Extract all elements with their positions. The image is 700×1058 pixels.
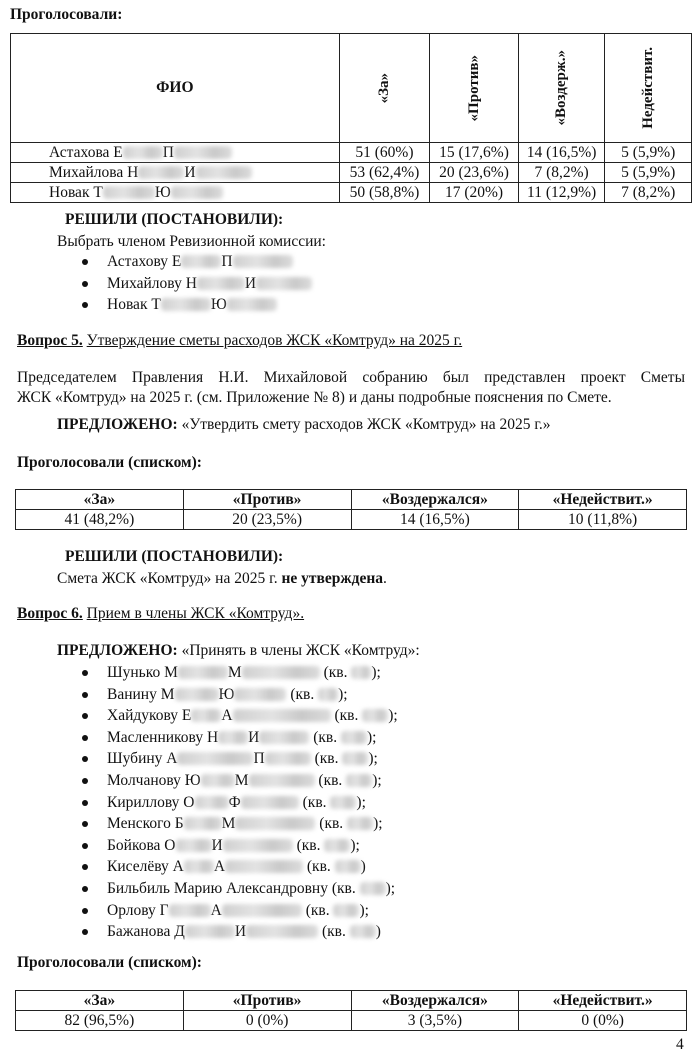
header-vozd: «Воздерж.» <box>518 34 605 143</box>
members-list <box>107 662 398 943</box>
table-row <box>11 143 692 163</box>
list-item: Шубину А П (кв. ); <box>107 748 398 770</box>
vote-value-vozd: 3 (3,5%) <box>351 1011 519 1031</box>
vote-value-ned: 0 (0%) <box>519 1011 687 1031</box>
vote-value-ned: 10 (11,8%) <box>519 510 687 530</box>
question5-resolved-text: Смета ЖСК «Комтруд» на 2025 г. не утверждена. <box>57 570 387 587</box>
question6-vote-table <box>15 990 687 1031</box>
vote-header-protiv: «Против» <box>183 991 351 1011</box>
cell-za: 51 (60%) <box>339 143 430 163</box>
cell-protiv: 15 (17,6%) <box>430 143 519 163</box>
list-item: Менского Б М (кв. ); <box>107 813 398 835</box>
list-item: Кириллову О Ф (кв. ); <box>107 792 398 814</box>
vote-value-za: 82 (96,5%) <box>16 1011 184 1031</box>
vote-header-ned: «Недействит.» <box>519 490 687 510</box>
cell-ned: 5 (5,9%) <box>605 143 692 163</box>
list-item: Хайдукову Е А (кв. ); <box>107 705 398 727</box>
cell-za: 53 (62,4%) <box>339 163 430 183</box>
vote-values-row <box>16 1011 687 1031</box>
list-item: Орлову Г А (кв. ); <box>107 900 398 922</box>
table-header-row <box>11 34 692 143</box>
vote-value-vozd: 14 (16,5%) <box>351 510 519 530</box>
resolved-title: РЕШИЛИ (ПОСТАНОВИЛИ): <box>65 211 284 228</box>
question5-para-line1: Председателем Правления Н.И. Михайловой собранию был представлен проект Сметы <box>17 369 685 386</box>
resolved-text: Выбрать членом Ревизионной комиссии: <box>57 233 326 250</box>
cell-vozd: 11 (12,9%) <box>518 183 605 203</box>
candidate-name: Астахова Е П <box>11 143 340 163</box>
vote-values-row <box>16 510 687 530</box>
vote-results-table <box>10 33 692 203</box>
header-ned: Недействит. <box>605 34 692 143</box>
page-number: 4 <box>676 1036 684 1053</box>
candidate-name: Михайлова Н И <box>11 163 340 183</box>
vote-header-vozd: «Воздержался» <box>351 991 519 1011</box>
vote-header-za: «За» <box>16 490 184 510</box>
vote-header-za: «За» <box>16 991 184 1011</box>
cell-za: 50 (58,8%) <box>339 183 430 203</box>
table-row <box>11 183 692 203</box>
cell-vozd: 7 (8,2%) <box>518 163 605 183</box>
vote-value-protiv: 0 (0%) <box>183 1011 351 1031</box>
table-row <box>11 163 692 183</box>
cell-ned: 5 (5,9%) <box>605 163 692 183</box>
cell-ned: 7 (8,2%) <box>605 183 692 203</box>
vote-header-ned: «Недействит.» <box>519 991 687 1011</box>
elected-list <box>107 251 312 316</box>
vote-header-row <box>16 490 687 510</box>
list-item: Бойкова О И (кв. ); <box>107 835 398 857</box>
list-item: Ванину М Ю (кв. ); <box>107 684 398 706</box>
header-za: «За» <box>339 34 430 143</box>
vote-header-vozd: «Воздержался» <box>351 490 519 510</box>
list-item: Астахову Е П <box>107 251 312 273</box>
vote-value-protiv: 20 (23,5%) <box>183 510 351 530</box>
question5-heading: Вопрос 5. Утверждение сметы расходов ЖСК «Комтруд» на 2025 г. <box>17 332 463 349</box>
question6-voted-title: Проголосовали (списком): <box>17 954 202 971</box>
vote-value-za: 41 (48,2%) <box>16 510 184 530</box>
list-item: Бажанова Д И (кв. ) <box>107 921 398 943</box>
question5-para-line2: ЖСК «Комтруд» на 2025 г. (см. Приложение № 8) и даны подробные пояснения по Смете. <box>17 389 612 406</box>
cell-protiv: 17 (20%) <box>430 183 519 203</box>
list-item: Киселёву А А (кв. ) <box>107 856 398 878</box>
voted-title: Проголосовали: <box>10 6 123 23</box>
question5-voted-title: Проголосовали (списком): <box>17 454 202 471</box>
list-item: Михайлову Н И <box>107 273 312 295</box>
question6-heading: Вопрос 6. Прием в члены ЖСК «Комтруд». <box>17 605 305 622</box>
candidate-name: Новак Т Ю <box>11 183 340 203</box>
question5-proposed: ПРЕДЛОЖЕНО: «Утвердить смету расходов ЖСК «Комтруд» на 2025 г.» <box>57 416 551 433</box>
cell-vozd: 14 (16,5%) <box>518 143 605 163</box>
list-item: Новак Т Ю <box>107 294 312 316</box>
question5-vote-table <box>15 489 687 530</box>
list-item: Масленникову Н И (кв. ); <box>107 727 398 749</box>
list-item: Шунько М М (кв. ); <box>107 662 398 684</box>
vote-header-protiv: «Против» <box>183 490 351 510</box>
question6-proposed: ПРЕДЛОЖЕНО: «Принять в члены ЖСК «Комтруд»: <box>57 642 420 659</box>
list-item: Бильбиль Марию Александровну (кв. ); <box>107 878 398 900</box>
list-item: Молчанову Ю М (кв. ); <box>107 770 398 792</box>
question5-resolved-title: РЕШИЛИ (ПОСТАНОВИЛИ): <box>65 548 284 565</box>
vote-header-row <box>16 991 687 1011</box>
header-fio: ФИО <box>11 34 340 143</box>
cell-protiv: 20 (23,6%) <box>430 163 519 183</box>
header-protiv: «Против» <box>430 34 519 143</box>
